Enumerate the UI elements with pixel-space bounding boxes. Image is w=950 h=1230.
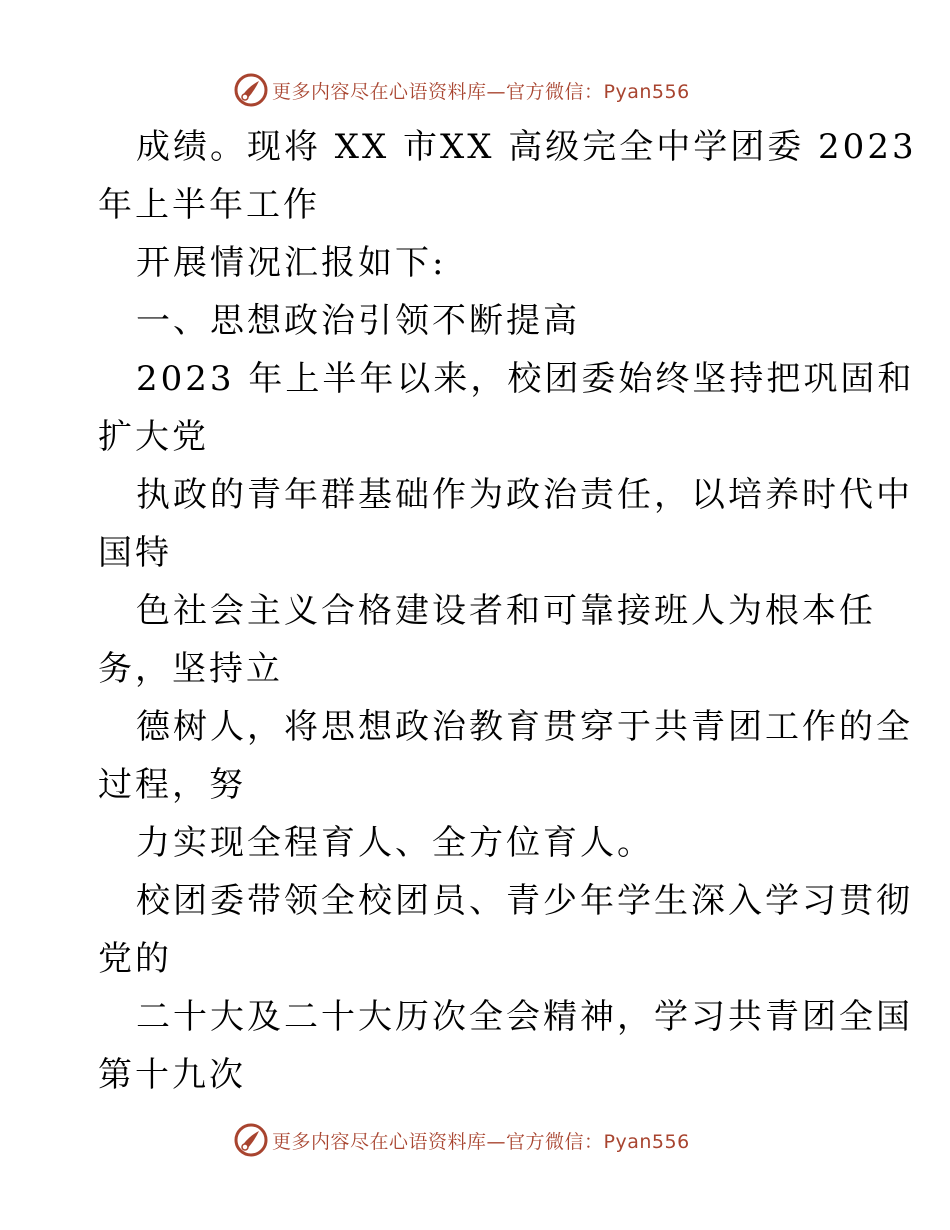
- body-line: 年上半年工作: [98, 185, 320, 225]
- body-line: 国特: [98, 533, 172, 573]
- body-line: 力实现全程育人、全方位育人。: [136, 823, 654, 863]
- body-line: 扩大党: [98, 417, 209, 457]
- brush-pen-logo-icon: [233, 1122, 269, 1158]
- body-line: 第十九次: [98, 1055, 246, 1095]
- watermark-text: 更多内容尽在心语资料库—官方微信：Pyan556: [272, 1131, 690, 1153]
- watermark-text: 更多内容尽在心语资料库—官方微信：Pyan556: [272, 81, 690, 103]
- body-line: 校团委带领全校团员、青少年学生深入学习贯彻: [136, 881, 913, 921]
- header-watermark: [0, 70, 950, 110]
- body-line: 二十大及二十大历次全会精神，学习共青团全国: [136, 997, 913, 1037]
- body-line: 开展情况汇报如下:: [136, 243, 447, 283]
- brush-pen-logo-icon: [233, 72, 269, 108]
- body-line: 务，坚持立: [98, 649, 283, 689]
- body-line: 过程，努: [98, 765, 246, 805]
- body-line: 2023 年上半年以来，校团委始终坚持把巩固和: [136, 359, 915, 399]
- body-line: 色社会主义合格建设者和可靠接班人为根本任: [136, 591, 876, 631]
- section-heading: 一、思想政治引领不断提高: [136, 301, 580, 341]
- body-line: 执政的青年群基础作为政治责任，以培养时代中: [136, 475, 913, 515]
- body-line: 德树人，将思想政治教育贯穿于共青团工作的全: [136, 707, 913, 747]
- footer-watermark: [0, 1120, 950, 1160]
- body-line: 党的: [98, 939, 172, 979]
- body-line: 成绩。现将 XX 市XX 高级完全中学团委 2023: [136, 127, 917, 167]
